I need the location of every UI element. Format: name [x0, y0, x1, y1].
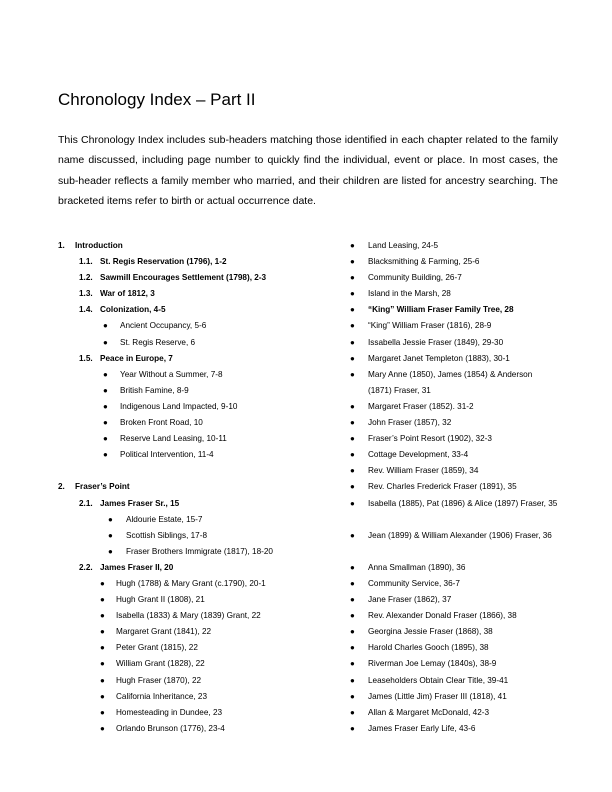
list-item[interactable] [350, 479, 570, 495]
list-item-label: Orlando Brunson (1776), 23-4 [116, 723, 225, 733]
list-item-label: James (Little Jim) Fraser III (1818), 41 [368, 691, 507, 701]
list-item-label: Community Service, 36-7 [368, 578, 460, 588]
bullet-icon: ● [103, 434, 108, 444]
list-item-label: Cottage Development, 33-4 [368, 450, 469, 460]
bullet-icon: ● [350, 305, 355, 315]
list-item[interactable] [350, 689, 570, 705]
list-item-label: James Fraser Early Life, 43-6 [368, 723, 476, 733]
list-item[interactable] [350, 335, 570, 351]
list-item-label: Peter Grant (1815), 22 [116, 643, 198, 653]
list-item-label: John Fraser (1857), 32 [368, 418, 452, 428]
list-item-label: Blacksmithing & Farming, 25-6 [368, 257, 480, 267]
bullet-icon: ● [350, 434, 355, 444]
bullet-icon: ● [100, 659, 105, 669]
bullet-icon: ● [350, 353, 355, 363]
list-item[interactable] [350, 367, 570, 399]
list-item[interactable] [350, 576, 570, 592]
subsection-label: Colonization, 4-5 [100, 305, 166, 315]
bullet-icon: ● [350, 659, 355, 669]
list-item[interactable] [350, 608, 570, 624]
list-item-label: Scottish Siblings, 17-8 [126, 530, 208, 540]
bullet-icon: ● [103, 385, 108, 395]
list-item[interactable] [58, 447, 328, 463]
bullet-icon: ● [350, 562, 355, 572]
list-item-label: Issabella Jessie Fraser (1849), 29-30 [368, 337, 504, 347]
list-item[interactable] [58, 528, 328, 544]
subsection-number: 1.1. [79, 257, 93, 267]
list-item[interactable] [58, 335, 328, 351]
bullet-icon: ● [100, 595, 105, 605]
list-item-label: Allan & Margaret McDonald, 42-3 [368, 707, 490, 717]
subsection-1-2[interactable] [58, 270, 328, 286]
subsection-1-5[interactable] [58, 351, 328, 367]
list-item-label: Homesteading in Dundee, 23 [116, 707, 223, 717]
bullet-icon: ● [103, 401, 108, 411]
list-item[interactable] [58, 544, 328, 560]
list-item-label: “King” William Fraser (1816), 28-9 [368, 321, 492, 331]
list-item-label: Isabella (1833) & Mary (1839) Grant, 22 [116, 611, 261, 621]
bullet-icon: ● [350, 337, 355, 347]
bullet-icon: ● [350, 707, 355, 717]
list-item-label: Margaret Janet Templeton (1883), 30-1 [368, 353, 510, 363]
list-item-label: Jane Fraser (1862), 37 [368, 595, 452, 605]
subsection-label: St. Regis Reservation (1796), 1-2 [100, 257, 227, 267]
list-item[interactable] [350, 399, 570, 415]
subsection-label: James Fraser Sr., 15 [100, 498, 180, 508]
subsection-number: 1.4. [79, 305, 93, 315]
section-1-heading[interactable] [58, 238, 328, 254]
bullet-icon: ● [350, 643, 355, 653]
bullet-icon: ● [350, 289, 355, 299]
list-item[interactable] [350, 496, 570, 528]
bullet-icon: ● [350, 578, 355, 588]
subsection-number: 1.3. [79, 289, 93, 299]
bullet-icon: ● [103, 450, 108, 460]
bullet-icon: ● [100, 691, 105, 701]
bullet-icon: ● [350, 498, 355, 508]
list-item[interactable] [350, 640, 570, 656]
index-left-column [58, 238, 328, 737]
list-item[interactable] [58, 576, 328, 592]
bullet-icon: ● [100, 707, 105, 717]
bullet-icon: ● [350, 257, 355, 267]
list-item[interactable] [58, 415, 328, 431]
list-item-label: Political Intervention, 11-4 [120, 450, 214, 460]
bullet-icon: ● [350, 369, 355, 379]
list-item-label: Jean (1899) & William Alexander (1906) Fraser, 36 [368, 530, 552, 540]
list-item-label: Margaret Grant (1841), 22 [116, 627, 212, 637]
bullet-icon: ● [350, 691, 355, 701]
subsection-label: War of 1812, 3 [100, 289, 155, 299]
subsection-label: Sawmill Encourages Settlement (1798), 2-3 [100, 273, 267, 283]
index-right-column [350, 238, 570, 737]
bullet-icon: ● [350, 723, 355, 733]
subsection-number: 1.5. [79, 353, 93, 363]
list-item-label: Hugh Fraser (1870), 22 [116, 675, 202, 685]
bullet-icon: ● [100, 578, 105, 588]
list-item[interactable] [350, 656, 570, 672]
list-item-label: Rev. William Fraser (1859), 34 [368, 466, 479, 476]
subsection-2-1[interactable] [58, 496, 328, 512]
intro-paragraph: This Chronology Index includes sub-headers matching those identified in each chapter related to the family name discussed, including page number to quickly find the individual, event or place. In most cases, the sub-header reflects a family member who married, and their children are listed for ancestry searching. The bracketed items refer to birth or actual occurrence date. [58, 134, 558, 207]
section-label: Introduction [75, 241, 123, 250]
list-item-label: Broken Front Road, 10 [120, 418, 203, 428]
bullet-icon: ● [350, 611, 355, 621]
list-item[interactable] [350, 415, 570, 431]
bullet-icon: ● [100, 675, 105, 685]
list-item-label: Year Without a Summer, 7-8 [120, 369, 223, 379]
list-item-label: Hugh (1788) & Mary Grant (c.1790), 20-1 [116, 578, 266, 588]
list-item[interactable] [350, 592, 570, 608]
list-item[interactable] [58, 705, 328, 721]
list-item[interactable] [58, 431, 328, 447]
list-item-label: Leaseholders Obtain Clear Title, 39-41 [368, 675, 509, 685]
bullet-icon: ● [350, 418, 355, 428]
list-item[interactable] [58, 367, 328, 383]
list-item-label: British Famine, 8-9 [120, 385, 189, 395]
subsection-number: 2.2. [79, 562, 93, 572]
list-item-family-tree[interactable] [350, 302, 570, 318]
bullet-icon: ● [100, 611, 105, 621]
list-item-label: Community Building, 26-7 [368, 273, 462, 283]
list-item[interactable] [350, 238, 570, 254]
subsection-label: James Fraser II, 20 [100, 562, 174, 572]
list-item-label: Island in the Marsh, 28 [368, 289, 451, 299]
list-item-label: Fraser Brothers Immigrate (1817), 18-20 [126, 546, 273, 556]
subsection-number: 2.1. [79, 498, 93, 508]
subsection-1-4[interactable] [58, 302, 328, 318]
section-label: Fraser’s Point [75, 482, 130, 492]
bullet-icon: ● [350, 595, 355, 605]
list-item[interactable] [58, 624, 328, 640]
bullet-icon: ● [350, 401, 355, 411]
list-item-label: St. Regis Reserve, 6 [120, 337, 196, 347]
list-item[interactable] [350, 270, 570, 286]
bullet-icon: ● [100, 723, 105, 733]
list-item[interactable] [350, 560, 570, 576]
list-item[interactable] [350, 673, 570, 689]
bullet-icon: ● [103, 369, 108, 379]
list-item-label: Harold Charles Gooch (1895), 38 [368, 643, 489, 653]
list-item[interactable] [58, 673, 328, 689]
list-item-label: “King” William Fraser Family Tree, 28 [368, 305, 514, 315]
bullet-icon: ● [350, 530, 355, 540]
list-item[interactable] [58, 592, 328, 608]
bullet-icon: ● [108, 546, 113, 556]
list-item[interactable] [350, 624, 570, 640]
list-item-label: Hugh Grant II (1808), 21 [116, 595, 205, 605]
list-item-label: Georgina Jessie Fraser (1868), 38 [368, 627, 493, 637]
list-item[interactable] [58, 656, 328, 672]
list-item[interactable] [350, 528, 570, 560]
section-number: 1. [58, 241, 65, 250]
list-item-label: Aldourie Estate, 15-7 [126, 514, 203, 524]
section-2-heading[interactable] [58, 479, 328, 495]
list-item[interactable] [350, 447, 570, 463]
list-item-label: Land Leasing, 24-5 [368, 241, 439, 250]
list-item-label: Reserve Land Leasing, 10-11 [120, 434, 227, 444]
bullet-icon: ● [350, 450, 355, 460]
list-item[interactable] [350, 254, 570, 270]
list-item-label: Rev. Alexander Donald Fraser (1866), 38 [368, 611, 517, 621]
section-number: 2. [58, 482, 65, 492]
bullet-icon: ● [350, 321, 355, 331]
list-item[interactable] [58, 318, 328, 334]
bullet-icon: ● [350, 273, 355, 283]
list-item[interactable] [58, 383, 328, 399]
list-item[interactable] [58, 721, 328, 737]
list-item[interactable] [350, 351, 570, 367]
bullet-icon: ● [350, 466, 355, 476]
list-item[interactable] [58, 399, 328, 415]
list-item[interactable] [350, 286, 570, 302]
list-item-label: Isabella (1885), Pat (1896) & Alice (1897) Fraser, 35 [368, 498, 558, 508]
list-item-label: California Inheritance, 23 [116, 691, 208, 701]
bullet-icon: ● [100, 627, 105, 637]
list-item[interactable] [350, 318, 570, 334]
bullet-icon: ● [108, 514, 113, 524]
bullet-icon: ● [103, 418, 108, 428]
section-gap [58, 463, 328, 479]
list-item-label: Rev. Charles Frederick Fraser (1891), 35 [368, 482, 517, 492]
subsection-label: Peace in Europe, 7 [100, 353, 173, 363]
subsection-1-3[interactable] [58, 286, 328, 302]
subsection-2-2[interactable] [58, 560, 328, 576]
bullet-icon: ● [108, 530, 113, 540]
list-item[interactable] [58, 640, 328, 656]
list-item[interactable] [58, 608, 328, 624]
list-item-label: Fraser’s Point Resort (1902), 32-3 [368, 434, 492, 444]
subsection-1-1[interactable] [58, 254, 328, 270]
list-item[interactable] [350, 705, 570, 721]
bullet-icon: ● [350, 627, 355, 637]
bullet-icon: ● [103, 321, 108, 331]
bullet-icon: ● [350, 675, 355, 685]
bullet-icon: ● [100, 643, 105, 653]
list-item-label: William Grant (1828), 22 [116, 659, 205, 669]
list-item[interactable] [350, 721, 570, 737]
list-item-label: Indigenous Land Impacted, 9-10 [120, 401, 238, 411]
list-item-label: Riverman Joe Lemay (1840s), 38-9 [368, 659, 497, 669]
list-item[interactable] [58, 689, 328, 705]
list-item-label: Anna Smallman (1890), 36 [368, 562, 466, 572]
list-item-label: Mary Anne (1850), James (1854) & Anderson (1871) Fraser, 31 [368, 369, 533, 395]
list-item[interactable] [350, 431, 570, 447]
bullet-icon: ● [350, 241, 355, 250]
bullet-icon: ● [350, 482, 355, 492]
bullet-icon: ● [103, 337, 108, 347]
page-title: Chronology Index – Part II [58, 90, 256, 109]
list-item-label: Ancient Occupancy, 5-6 [120, 321, 207, 331]
list-item[interactable] [58, 512, 328, 528]
list-item[interactable] [350, 463, 570, 479]
subsection-number: 1.2. [79, 273, 93, 283]
list-item-label: Margaret Fraser (1852). 31-2 [368, 401, 474, 411]
